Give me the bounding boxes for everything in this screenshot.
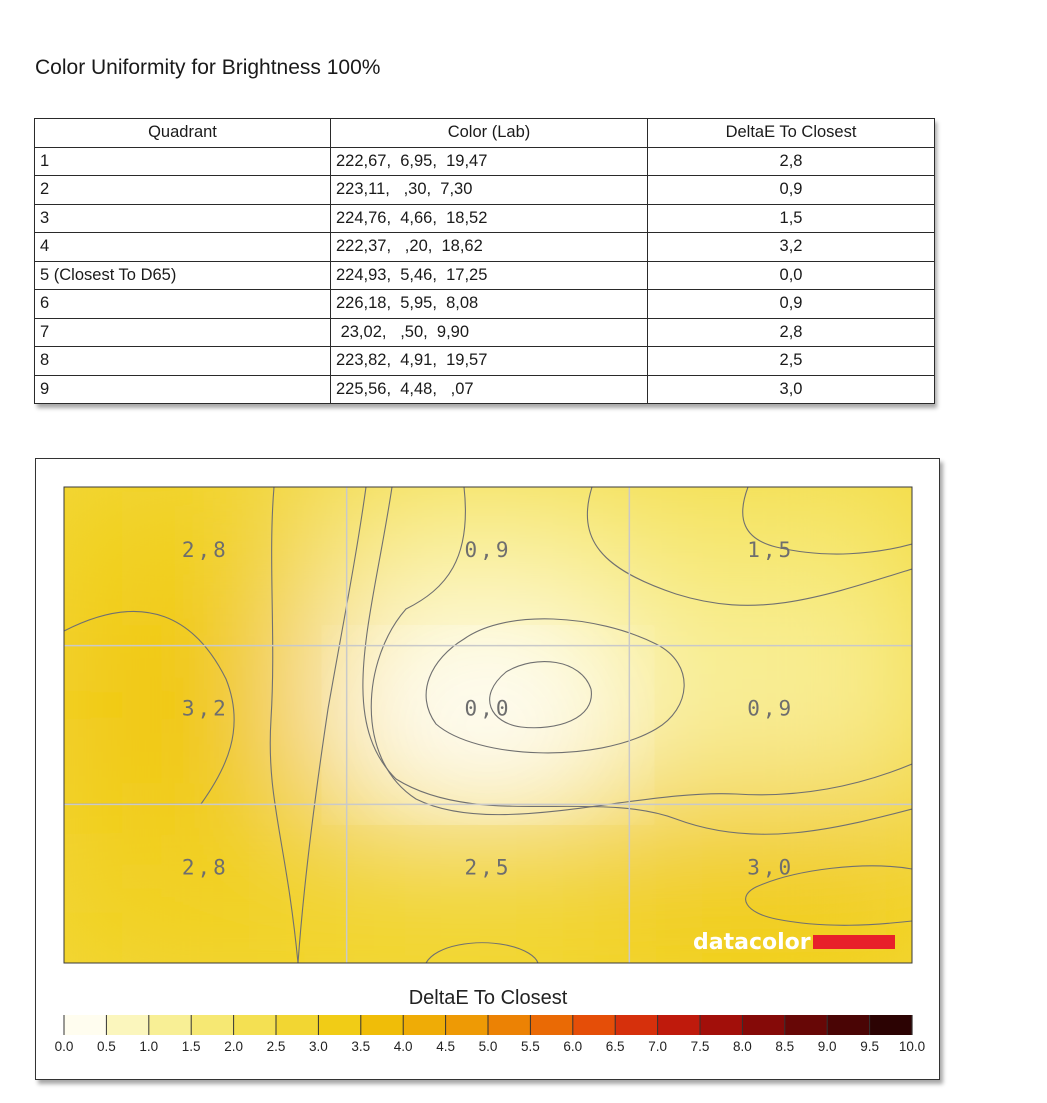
legend-swatch (361, 1015, 404, 1035)
table-row (35, 347, 935, 376)
legend-title: DeltaE To Closest (408, 987, 568, 1009)
table-row (35, 233, 935, 262)
cell-lab: 226,18, 5,95, 8,08 (331, 290, 648, 319)
legend-swatch (403, 1015, 446, 1035)
cell-quadrant: 8 (35, 347, 331, 376)
legend-swatch (234, 1015, 277, 1035)
cell-deltae: 0,0 (648, 261, 935, 290)
cell-lab: 224,93, 5,46, 17,25 (331, 261, 648, 290)
legend-swatch (318, 1015, 361, 1035)
cell-quadrant: 4 (35, 233, 331, 262)
quadrant-value-label: 0,9 (464, 538, 512, 562)
legend-tick-label: 0.5 (97, 1039, 116, 1054)
legend-swatch (446, 1015, 489, 1035)
legend-tick-label: 5.0 (478, 1039, 498, 1054)
logo-accent-bar (813, 935, 895, 949)
legend-swatch (742, 1015, 785, 1035)
heatmap-hotspot (369, 654, 606, 797)
legend-swatch (870, 1015, 913, 1035)
legend-swatch (700, 1015, 743, 1035)
legend-swatch (827, 1015, 870, 1035)
uniformity-chart-panel (35, 458, 940, 1080)
legend-tick-label: 9.5 (860, 1039, 879, 1054)
quadrant-value-label: 2,8 (181, 538, 229, 562)
legend-tick-label: 2.5 (266, 1039, 286, 1054)
legend-tick-label: 7.0 (648, 1039, 667, 1054)
legend-tick-label: 10.0 (898, 1039, 926, 1054)
legend-swatch (785, 1015, 828, 1035)
header-deltae: DeltaE To Closest (648, 119, 935, 148)
cell-lab: 223,82, 4,91, 19,57 (331, 347, 648, 376)
cell-deltae: 2,5 (648, 347, 935, 376)
quadrant-value-label: 2,5 (464, 855, 512, 880)
cell-quadrant: 9 (35, 375, 331, 404)
color-scale-legend (55, 1015, 926, 1054)
legend-tick-label: 3.5 (351, 1039, 371, 1054)
legend-tick-label: 8.5 (775, 1039, 795, 1054)
legend-swatch (276, 1015, 319, 1035)
quadrant-value-label: 0,9 (747, 696, 795, 721)
page-title: Color Uniformity for Brightness 100% (35, 56, 381, 79)
quadrant-value-label: 1,5 (747, 538, 795, 562)
legend-swatch (573, 1015, 616, 1035)
table-row (35, 147, 935, 176)
table-row (35, 290, 935, 319)
quadrant-value-label: 3,2 (181, 696, 229, 721)
uniformity-heatmap-chart (36, 459, 939, 1079)
cell-quadrant: 2 (35, 176, 331, 205)
legend-swatch (191, 1015, 234, 1035)
table-row (35, 375, 935, 404)
legend-swatch (149, 1015, 192, 1035)
legend-tick-label: 7.5 (690, 1039, 710, 1054)
color-uniformity-table (34, 118, 934, 404)
cell-lab: 225,56, 4,48, ,07 (331, 375, 648, 404)
legend-tick-label: 2.0 (224, 1039, 243, 1054)
cell-deltae: 0,9 (648, 290, 935, 319)
cell-quadrant: 5 (Closest To D65) (35, 261, 331, 290)
table-row (35, 204, 935, 233)
cell-quadrant: 3 (35, 204, 331, 233)
cell-quadrant: 1 (35, 147, 331, 176)
quadrant-value-label: 0,0 (464, 696, 512, 721)
legend-tick-label: 1.0 (139, 1039, 159, 1054)
legend-swatch (615, 1015, 658, 1035)
cell-deltae: 0,9 (648, 176, 935, 205)
table-header-row (35, 119, 935, 148)
cell-lab: 222,67, 6,95, 19,47 (331, 147, 648, 176)
table-row (35, 318, 935, 347)
legend-tick-label: 6.5 (605, 1039, 625, 1054)
legend-tick-label: 4.0 (393, 1039, 413, 1054)
legend-swatch (64, 1015, 107, 1035)
legend-tick-label: 1.5 (181, 1039, 201, 1054)
legend-swatch (658, 1015, 701, 1035)
cell-quadrant: 6 (35, 290, 331, 319)
cell-lab: 23,02, ,50, 9,90 (331, 318, 648, 347)
legend-swatch (488, 1015, 531, 1035)
legend-tick-label: 3.0 (309, 1039, 328, 1054)
quadrant-value-label: 2,8 (181, 855, 229, 880)
heatmap-cell (44, 784, 367, 983)
table-row (35, 261, 935, 290)
cell-deltae: 3,0 (648, 375, 935, 404)
table-row (35, 176, 935, 205)
cell-lab: 222,37, ,20, 18,62 (331, 233, 648, 262)
cell-lab: 223,11, ,30, 7,30 (331, 176, 648, 205)
legend-tick-label: 8.0 (733, 1039, 752, 1054)
legend-tick-label: 9.0 (817, 1039, 837, 1054)
legend-swatch (530, 1015, 573, 1035)
cell-deltae: 2,8 (648, 147, 935, 176)
legend-tick-label: 0.0 (54, 1039, 74, 1054)
cell-quadrant: 7 (35, 318, 331, 347)
cell-lab: 224,76, 4,66, 18,52 (331, 204, 648, 233)
cell-deltae: 3,2 (648, 233, 935, 262)
logo-text: datacolor (693, 930, 811, 955)
header-color-lab: Color (Lab) (331, 119, 648, 148)
legend-tick-label: 4.5 (436, 1039, 455, 1054)
legend-tick-label: 5.5 (521, 1039, 540, 1054)
legend-swatch (106, 1015, 149, 1035)
legend-tick-label: 6.0 (563, 1039, 583, 1054)
quadrant-value-label: 3,0 (747, 855, 795, 880)
cell-deltae: 1,5 (648, 204, 935, 233)
cell-deltae: 2,8 (648, 318, 935, 347)
header-quadrant: Quadrant (35, 119, 331, 148)
